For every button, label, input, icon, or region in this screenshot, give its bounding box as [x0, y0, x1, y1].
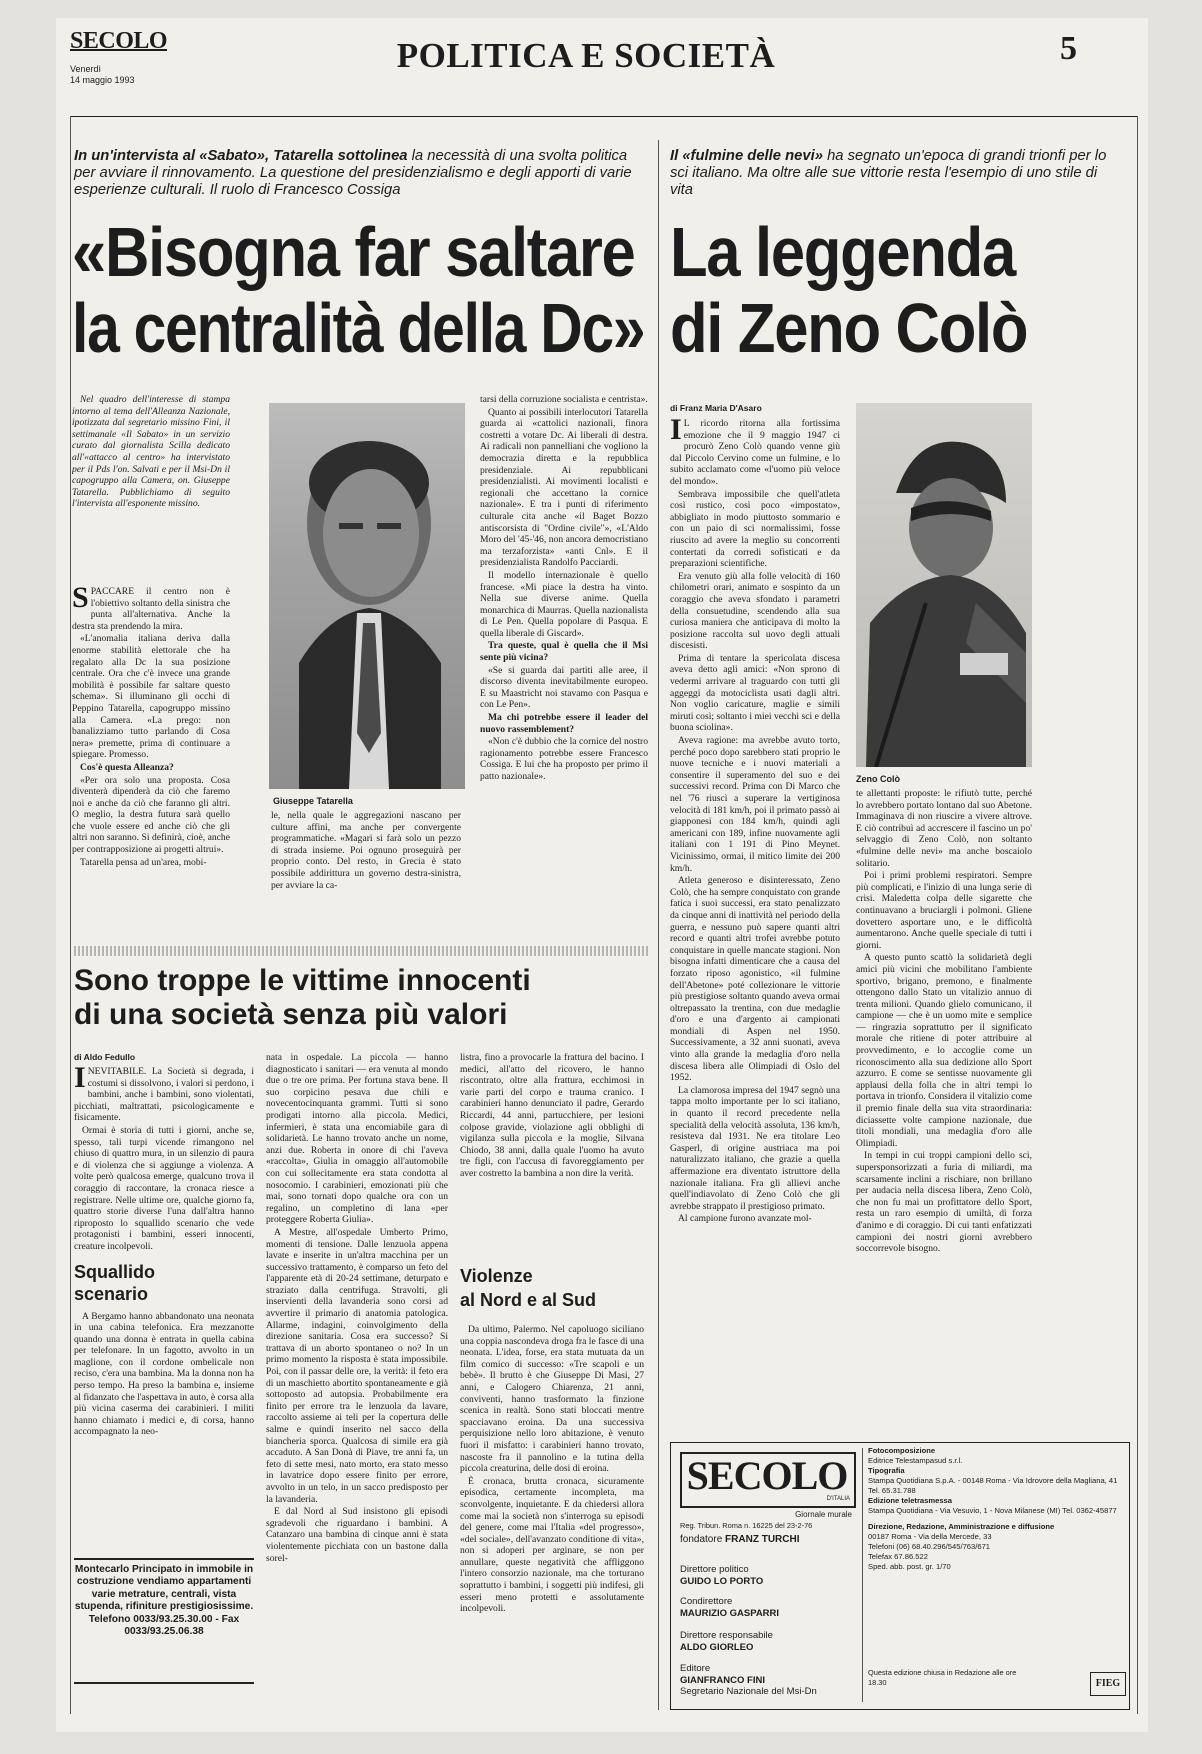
left-col2	[271, 810, 461, 936]
fieg-logo: FIEG	[1090, 1672, 1126, 1696]
photocomp-text: Editrice Telestampasud s.r.l.	[868, 1456, 963, 1465]
bottom-col3-p2: Da ultimo, Palermo. Nel capoluogo siciliano una coppia nascondeva droga fra le fasce di una neonata. L'idea, forse, era stata mutuata da un film comico di successo: «Tre scapoli e un bebè». Il brutto è che Giuseppe Di Masi, 27 anni, e Calogero Chiarenza, 21 anni, conviventi, hanno trasformato la finzione scenica in realtà. Sono stati bloccati mentre spacciavano eroina. Da una successiva perquisizione nello loro abitazione, è venuto fuori il misfatto: i carabinieri hanno trovato, nascoste fra il pannolino e la tutina della piccola creaturina, delle dosi di eroina.	[460, 1324, 644, 1475]
left-intro-text: Nel quadro dell'interesse di stampa intorno al tema dell'Alleanza Nazionale, ipotizzata dal segretario missino Fini, il settimanale «Il Sabato» in un servizio curato dal giornalista Scilla dedicato all'«attacco al centro» ha intervistato per il Pds l'on. Salvati e per il Msi-Dn il capogruppo alla Camera, on. Giuseppe Tatarella. Pubblichiamo di seguito l'intervista all'esponente missino.	[72, 394, 230, 510]
left-frame	[70, 116, 71, 1714]
right-frame	[1137, 116, 1138, 1714]
colophon-codirector	[680, 1596, 779, 1620]
zeno-colo-photo	[856, 403, 1032, 767]
colophon-logo-sub: D'ITALIA	[826, 1496, 850, 1502]
left-col1-p2: «L'anomalia italiana deriva dalla enorme stabilità elettorale che ha regalato alla Dc la sua posizione centrale. Ora che c'è invece una grande mobilità è possibile far saltare questo schema». Si illuminano gli occhi di Peppino Tatarella, capogruppo missino alla Camera. «La prego: non banalizziamo tutto parlando di Cosa nera» premette, prima di continuare a spiegare. Promesso.	[72, 633, 230, 761]
left-col3-p1: tarsi della corruzione socialista e centrista».	[480, 394, 648, 405]
office-post: Sped. abb. post. gr. 1/70	[868, 1562, 951, 1571]
advert-text: Montecarlo Principato in immobile in costruzione vendiamo appartamenti varie metrature, centrali, vista stupenda, rifiniture prestigiosissime. Telefono 0033/93.25.30.00 - Fax 0033/93.25.06.38	[74, 1564, 254, 1638]
bottom-subhead-2	[460, 1264, 644, 1312]
left-col2-text: le, nella quale le aggregazioni nascano per culture affini, ma anche per convergente programmatiche. «Magari si farà solo un pezzo di strada insieme. Poi ognuno proseguirà per proprio conto. Del resto, in Grecia è stato possibile addirittura un governo destra-sinistra, per avviare la ca-	[271, 810, 461, 891]
bottom-col1	[74, 1066, 254, 1552]
left-col1-p4: Tatarella pensa ad un'area, mobi-	[80, 856, 207, 868]
right-col1	[670, 418, 840, 1436]
right-col2-p4: In tempi in cui troppi campioni dello sci, supersponsorizzati a furia di miliardi, ma scarsamente inclini a rischiare, non brillano per audacia nella discesa libera, Zeno Colò, che non fu mai un profittatore dello Sport, resta un raro esempio di umiltà, di forza d'animo e di coraggio. Di cui tanti enfatizzati campioni dei nostri giorni avrebbero soccorrevole bisogno.	[856, 1150, 1032, 1255]
bottom-byline: di Aldo Fedullo	[74, 1052, 136, 1062]
bottom-subhead-1-line1: Squallido	[74, 1261, 155, 1282]
bottom-col1-first: NEVITABILE. La Società si degrada, i costumi si dissolvono, i valori si perdono, i bambini, anche i bambini, sono violentati, picchiati, maltrattati, psicologicamente e fisicamente.	[74, 1066, 254, 1124]
top-rule	[70, 116, 1138, 117]
telesend-text: Stampa Quotidiana - Via Vesuvio, 1 - Nova Milanese (MI) Tel. 0362-45877	[868, 1506, 1117, 1515]
colophon-journal-type: Giornale murale	[795, 1510, 852, 1519]
masthead-date: 14 maggio 1993	[70, 75, 135, 85]
left-col3-p5: «Non c'è dubbio che la cornice del nostro ragionamento potrebbe essere Francesco Cossiga. E lui che ha proposto per primo il patto nazionale».	[480, 736, 648, 782]
responsible-label: Direttore responsabile	[680, 1630, 773, 1641]
bottom-article-rule	[74, 946, 650, 956]
zeno-caption: Zeno Colò	[856, 774, 900, 784]
bottom-col1-p3: A Bergamo hanno abbandonato una neonata in una cabina telefonica. Era mezzanotte quando una donna è entrata in quella cabina per telefonare. In un fagotto, avvolto in un maglione, con il cordone ombelicale non reciso, c'era una bambina. Ma la donna non ha perso tempo. Ha preso la bambina e, insieme al fidanzato che l'aspettava in auto, è corsa alla più vicina caserma dei carabinieri. I militi hanno chiamato i medici e, di corsa, hanno accompagnato la neo-	[74, 1310, 254, 1438]
tatarella-caption: Giuseppe Tatarella	[273, 796, 353, 806]
office-address: 00187 Roma - Via della Mercede, 33	[868, 1532, 992, 1541]
right-col1-p6: Atleta generoso e disinteressato, Zeno Colò, che ha sempre conquistato con grande fatica i suoi successi, era stato penalizzato da cinque anni di inattività nel periodo della guerra, e nessuno può sapere quanti altri record e quanti altri trofei avrebbe potuto conquistare in quelle mancate stagioni. Non bisogna infatti dimenticare che a causa del forzato riposo agonistico, «il fulmine dell'Abetone» poté collezionare le vittorie più prestigiose soltanto quando aveva ormai oltrepassato la trentina, con due medaglie d'oro e una d'argento ai campionati mondiali di Aspen nel 1950. Successivamente, a 32 anni suonati, aveva vinto alla grande la medaglia d'oro nella discesa libera alle Olimpiadi di Oslo del 1952.	[670, 875, 840, 1084]
right-col1-p2: Sembrava impossibile che quell'atleta così rustico, così poco «impostato», abbigliato in modo piuttosto sommario e con un paio di sci normalissimi, fosse riuscito ad avere la meglio su concorrenti contertati da corredi sofisticati e da preparazioni scientifiche.	[670, 488, 840, 570]
colophon-responsible	[680, 1630, 773, 1654]
left-headline-2: la centralità della Dc»	[72, 289, 645, 367]
right-col1-p7: La clamorosa impresa del 1947 segnò una tappa molto importante per lo sci italiano, in quanto il record precedente nella specialità della velocità assoluta, 136 km/h, resisteva dal 1931. Ne era titolare Leo Gasperl, di origine austriaca ma poi naturalizzato italiano, che grazie a quella affermazione era diventato istruttore della nazionale italiana. Fra gli allievi anche quell'indiavolato di Zeno Colò che gli avrebbe strappato il prestigioso primato.	[670, 1084, 840, 1212]
founder-name: FRANZ TURCHI	[725, 1534, 800, 1545]
print-label: Tipografia	[868, 1466, 905, 1475]
right-headline-1: La leggenda	[670, 213, 1015, 291]
left-col3-q1: Tra queste, qual è quella che il Msi sente più vicina?	[480, 640, 648, 664]
bottom-col3-p3: È cronaca, brutta cronaca, sicuramente episodica, certamente incompleta, ma sconvolgente, inquietante. E da chiedersi allora come mai la società non s'interroga su episodi del genere, come mai l'Italia «del progresso», «del sociale», dell'avanzato conditione di vita», non si adoperi per arginare, se non per annullare, queste negatività che affliggono l'intero consorzio nazionale, ma che torturano soprattutto i bambini, i soggetti più indifesi, gli esseri meno protetti e assolutamente incolpevoli.	[460, 1475, 644, 1615]
section-title: POLITICA E SOCIETÀ	[396, 36, 776, 75]
colophon-right	[868, 1446, 1124, 1572]
publisher-name: GIANFRANCO FINI	[680, 1674, 765, 1686]
bottom-col2-p2: A Mestre, all'ospedale Umberto Primo, momenti di tensione. Dalle lenzuola appena lavate e inserite in un'altra macchina per un successivo trattamento, è comparso un feto del l'apparente età di 20-24 settimane, deturpato e straziato dalla centrifuga. Stravolti, gli inservienti della lavanderia sono corsi ad avvertire il primario di anatomia patologica. Allarme, indagini, coinvolgimento della direzione sanitaria. Cosa era successo? Si trattava di un aborto spontaneo o no? In un primo momento la risposta è stata impossibile. Poi, con il passar delle ore, la verità: il feto era di un maschietto abortito spontaneamente e già sottoposto ad autopsia. Probabilmente era finito per errore tra le lenzuola da lavare, raccolto assieme ai teli per la copertura delle salme e quindi inserito nel sacco della biancheria sporca. Qualcosa di simile era già accaduto. A San Donà di Piave, tre anni fa, un feto di sette mesi, nato morto, era stato messo in lavatrice dopo essere finito per errore, avvolto in un telo, in un sacco predisposto per la lavanderia.	[266, 1226, 448, 1505]
office-tel: Telefoni (06) 68.40.296/545/763/671	[868, 1542, 991, 1551]
newspaper-page	[56, 18, 1148, 1732]
codirector-name: MAURIZIO GASPARRI	[680, 1608, 780, 1619]
advert-box	[74, 1558, 254, 1684]
bottom-headline-1: Sono troppe le vittime innocenti	[74, 964, 531, 997]
right-col1-first: L ricordo ritorna alla fortissima emozione che il 9 maggio 1947 ci procurò Zeno Colò quando venne giù dal Piccolo Cervino come un fulmine, e lo subito acclamato come «l'uomo più veloce del mondo».	[670, 418, 840, 487]
left-col1-first: PACCARE il centro non è l'obiettivo soltanto della sinistra che punta all'alternativa. Anche la destra sta prendendo la mira.	[72, 586, 230, 632]
left-col3-q2: Ma chi potrebbe essere il leader del nuovo rassemblement?	[480, 712, 648, 735]
left-dropcap: S	[72, 586, 89, 614]
zeno-colo-skier-illustration	[856, 403, 1032, 767]
right-byline: di Franz Maria D'Asaro	[670, 403, 762, 413]
left-col3	[480, 394, 648, 938]
responsible-name: ALDO GIORLEO	[680, 1642, 754, 1653]
right-headline-2: di Zeno Colò	[670, 289, 1028, 367]
photocomp-label: Fotocomposizione	[868, 1446, 936, 1455]
bottom-col1-p2: Ormai è storia di tutti i giorni, anche se, spesso, tali turpi vicende rimangono nel chiuso di quattro mura, in un silenzio di paura e di violenza che si aggiunge a violenza. A volte però qualcosa emerge, qualcuno trova il coraggio di raccontare, la cronaca riesce a registrare. Nelle ultime ore, qualche giorno fa, quattro storie diverse l'una dall'altra hanno riproposto lo squallido scenario che vede protagonisti i bambini, esseri innocenti, creature incolpevoli.	[74, 1124, 254, 1252]
publisher-role: Segretario Nazionale del Msi-Dn	[680, 1686, 817, 1697]
colophon-logo: SECOLO	[686, 1453, 848, 1498]
bottom-dropcap: I	[74, 1066, 86, 1094]
right-col2-p3: A questo punto scattò la solidarietà degli amici più vicini che mobilitano l'ambiente sportivo, brigano, premono, e finalmente ottengono dallo Stato un vitalizio annuo di trenta milioni. Quando glielo comunicano, il campione — che è un uomo mite e semplice — ringrazia soprattutto per il significato morale che ritiene di poter attribuire al provvedimento, e lo accoglie come un riconoscimento alla sua dedizione allo Sport azzurro. E come se sentisse nuovamente gli applausi della folla che in altri tempi lo portava in trionfo. Considera il vitalizio come il premio finale della sua vita straordinaria: diciassette volte campione nazionale, due titoli mondiali, una medaglia d'oro alle Olimpiadi.	[856, 952, 1032, 1149]
right-kicker	[670, 148, 1110, 199]
right-kicker-rest: ha segnato un'epoca di grandi trionfi per lo sci italiano. Ma oltre alle sue vittorie resta l'esempio di uno stile di vita	[670, 148, 1107, 198]
bottom-col2	[266, 1052, 448, 1710]
left-kicker-lead: In un'intervista al «Sabato», Tatarella sottolinea	[74, 148, 408, 164]
print-tel: Tel. 65.31.788	[868, 1486, 916, 1495]
colophon-publisher	[680, 1663, 817, 1698]
right-col1-p8: Al campione furono avanzate mol-	[678, 1213, 812, 1225]
office-label: Direzione, Redazione, Amministrazione e diffusione	[868, 1522, 1055, 1531]
left-kicker	[74, 148, 634, 199]
publisher-label: Editore	[680, 1663, 711, 1674]
left-col3-p4: «Se si guarda dai partiti alle aree, il discorso diventa inevitabilmente europeo. E su Maastricht noi stavamo con Pasqua e con Le Pen».	[480, 664, 648, 711]
bottom-subhead-1-line2: scenario	[74, 1283, 149, 1304]
colophon-founder	[680, 1534, 799, 1545]
bottom-subhead-2-line2: al Nord e al Sud	[460, 1290, 597, 1310]
left-col1-p3: «Per ora solo una proposta. Cosa diventerà dipenderà da ciò che faremo noi e anche da ciò che faranno gli altri. O meglio, la destra futura sarà quello che vuole essere ed anche ciò che gli altri non saranno. Si definirà, cioè, anche per contrapposizione ai progetti altrui».	[72, 774, 230, 856]
political-director-name: GUIDO LO PORTO	[680, 1576, 764, 1587]
colophon-political-director	[680, 1564, 763, 1588]
right-col2-p2: Poi i primi problemi respiratori. Sempre più complicati, e l'inizio di una lunga serie di crisi. Maledetta colpa delle sigarette che continuavano a bruciargli i polmoni. Gliene dovettero asportare uno, e le difficoltà aumentarono. Anche quelle speciale di tutti i giorni.	[856, 870, 1032, 951]
telesend-label: Edizione teletrasmessa	[868, 1496, 952, 1505]
bottom-col3-p1: listra, fino a provocarle la frattura del bacino. I medici, all'atto del ricovero, le hanno riscontrato, oltre alla frattura, ecchimosi in varie parti del corpo e trauma cranico. I carabinieri hanno denunciato il padre, Gerardo Riccardi, 44 anni, partucchiere, per lesioni colpose gravide, violazione agli obblighi di vigilanza sulla piccola e la moglie, Silvana Chiodo, 38 anni, dalla quale l'uomo ha avuto tre figli, con l'accusa di favoreggiamento per aver costretto la bambina a non dire la verità.	[460, 1052, 644, 1179]
bottom-col2-p1: nata in ospedale. La piccola — hanno diagnosticato i sanitari — era venuta al mondo due o tre ore prima. Per fortuna stava bene. Il suo corpicino pesava due chili e novecentocinquanta grammi. Tutti si sono prodigati intorno alla piccola. Medici, infermieri, è stata una encomiabile gara di solidarietà. Le hanno trovato anche un nome, anzi due. Roberta in onore di chi l'aveva «raccolta», Giulia in omaggio all'automobile con cui sollecitamente era stata condotta al nosocomio. I carabinieri, emozionati più che mai, sono tornati dopo qualche ora con un regalino, un completino di lana «per proteggere Roberta Giulia».	[266, 1052, 448, 1226]
left-headline-1: «Bisogna far saltare	[72, 213, 635, 291]
bottom-headline-2: di una società senza più valori	[74, 998, 508, 1031]
bottom-col3-top	[460, 1052, 644, 1252]
left-kicker-rest: la necessità di una svolta politica per avviare il rinnovamento. La questione del presidenzialismo e degli apporti di varie esperienze culturali. Il ruolo di Francesco Cossiga	[74, 148, 632, 198]
top-article-divider	[658, 140, 659, 1710]
office-fax: Telefax 67.86.522	[868, 1552, 928, 1561]
right-dropcap: I	[670, 418, 682, 446]
tatarella-portrait-illustration	[269, 403, 465, 789]
tatarella-photo	[269, 403, 465, 789]
left-col1	[72, 586, 230, 936]
codirector-label: Condirettore	[680, 1596, 733, 1607]
print-text: Stampa Quotidiana S.p.A. - 00148 Roma - Via Idrovore della Magliana, 41	[868, 1476, 1118, 1485]
colophon-registration: Reg. Tribun. Roma n. 16225 del 23-2-76	[680, 1521, 813, 1530]
colophon-inner-divider	[862, 1448, 863, 1702]
right-kicker-lead: Il «fulmine delle nevi»	[670, 148, 823, 164]
political-director-label: Direttore politico	[680, 1564, 749, 1575]
right-col2-p1: te allettanti proposte: le rifiutò tutte, perché lo avrebbero portato lontano dal suo Abetone. Immaginava di non riuscire a vivere altrove. E ciò contribuì ad accrescere il fascino un po' selvaggio di Zeno Colò, non soltanto «fulmine delle nevi» ma anche boscaiolo solitario.	[856, 788, 1032, 869]
masthead-day: Venerdì	[70, 64, 102, 74]
bottom-subhead-2-line1: Violenze	[460, 1266, 533, 1286]
founder-label: fondatore	[680, 1534, 723, 1545]
left-col3-p3: Il modello internazionale è quello francese. «Mi piace la destra ha vinto. Nella sue diverse anime. Quella monarchica di Maurras. Quella nazionalista di Le Pen. Quella popolare di Pasqua. E quella liberale di Giscard».	[480, 569, 648, 639]
right-col1-p3: Era venuto giù alla folle velocità di 160 chilometri orari, animato e sospinto da un coraggio che aveva sfondato i parametri della consuetudine, scendendo alla sua curiosa maniera che anticipava di molto la posizione raccolta sul uovo degli attuali discesisti.	[670, 570, 840, 652]
right-col1-p5: Aveva ragione: ma avrebbe avuto torto, perché poco dopo sarebbero stati proprio le nuove tecniche e i nuovi materiali a consentire il superamento del suo e dei successivi record. Prima con Di Marco che nel '76 riuscì a superare la vertiginosa velocità di 181 km/h, poi il primato passò ai giapponesi con 184 km/h, quindi agli americani con 189, infine nuovamente agli italiani con 1 191 di Pino Meynet. Vicinissimo, ormai, il mitico limite dei 200 km/h.	[670, 735, 840, 874]
colophon-closing: Questa edizione chiusa in Redazione alle ore 18.30	[868, 1668, 1017, 1687]
left-col3-p2: Quanto ai possibili interlocutori Tatarella guarda ai «cattolici nazionali, finora costretti a votare Dc. Ai liberali di destra. Ai radicali non pannelliani che vogliono la democrazia diretta e la repubblica presidenziale. Ai repubblicani presidenzialisti. Ai movimenti localisti e regionali che accettano la cornice nazionale». E tra i punti di riferimento culturale cita anche «il Baget Bozzo antiscorsista di "Ordine civile"», «L'Aldo Moro del '45-'46, non ancora democristiano ma terzaforzista» «anti Cnl». E il presidenzialista Randolfo Pacciardi.	[480, 406, 648, 569]
page-number: 5	[1060, 30, 1077, 67]
right-col1-p4: Prima di tentare la spericolata discesa aveva detto agli amici: «Non sprono di vedermi arrivare al traguardo con tutti gli aggeggi da motociclista usati dagli altri. Non voglio caricature, maglie e simili miruti così; soltanto i miei vecchi sci e della buona sciolina».	[670, 652, 840, 734]
bottom-subhead-1	[74, 1261, 254, 1305]
left-col1-question: Cos'è questa Alleanza?	[80, 761, 174, 773]
bottom-col2-p3: E dal Nord al Sud insistono gli episodi sgradevoli che riguardano i bambini. A Catanzaro una bambina di cinque anni è stata violentemente picchiata con un bastone dalla sorel-	[266, 1506, 448, 1564]
right-col2	[856, 788, 1032, 1418]
masthead-logo: SECOLO	[70, 28, 168, 54]
left-intro	[72, 394, 230, 579]
bottom-col3-bottom	[460, 1324, 644, 1710]
